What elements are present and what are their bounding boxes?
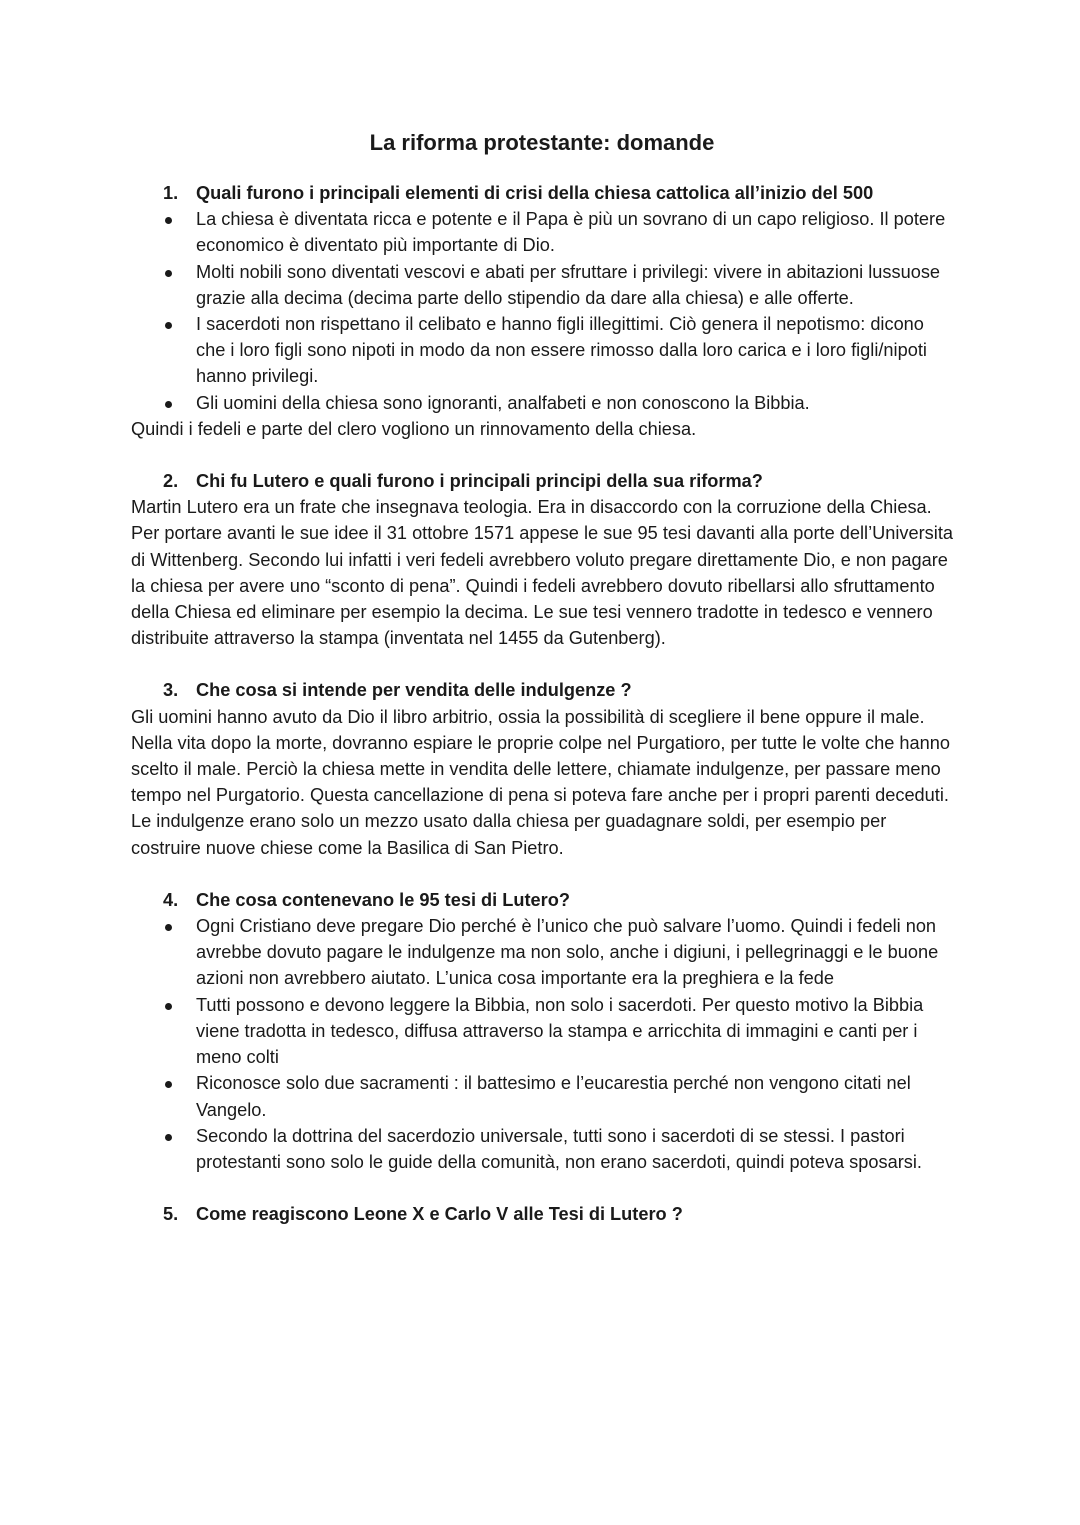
- paragraph: Martin Lutero era un frate che insegnava teologia. Era in disaccordo con la corruzione della Chiesa. Per portare avanti le sue idee il 31 ottobre 1571 appese le sue 95 tesi davanti alla porte dell’Universita di Wittenberg. Secondo lui infatti i veri fedeli avrebbero voluto pregare direttamente Dio, e non pagare la chiesa per avere uno “sconto di pena”. Quindi i fedeli avrebbero dovuto ribellarsi allo sfruttamento della Chiesa ed eliminare per esempio la decima. Le sue tesi vennero tradotte in tedesco e vennero distribuite attraverso la stampa (inventata nel 1455 da Gutenberg).: [131, 497, 953, 649]
- question-number: 2.: [163, 471, 179, 492]
- document-page: [131, 126, 953, 1227]
- question-2: [131, 468, 953, 494]
- spacer: [131, 651, 953, 677]
- question-text: Quali furono i principali elementi di crisi della chiesa cattolica all’inizio del 500: [196, 183, 874, 203]
- question-1: [131, 180, 953, 206]
- spacer: [131, 442, 953, 468]
- bullet-icon: [165, 270, 172, 277]
- list-item: Tutti possono e devono leggere la Bibbia, non solo i sacerdoti. Per questo motivo la Bibbia viene tradotta in tedesco, diffusa attraverso la stampa e arricchita di immagini e canti per i meno colti: [131, 992, 953, 1071]
- bullet-icon: [165, 322, 172, 329]
- page-title: La riforma protestante: domande: [369, 130, 715, 155]
- question-number: 4.: [163, 889, 179, 910]
- bullet-icon: [165, 401, 172, 408]
- question-text: Che cosa contenevano le 95 tesi di Lutero?: [196, 889, 570, 910]
- spacer: [131, 861, 953, 887]
- bullet-icon: [165, 1081, 172, 1088]
- question-text: Chi fu Lutero e quali furono i principali principi della sua riforma?: [196, 471, 763, 492]
- section-4: [131, 887, 953, 1175]
- question-3: [131, 677, 953, 703]
- list-item: La chiesa è diventata ricca e potente e il Papa è più un sovrano di un capo religioso. Il potere economico è diventato più importante di Dio.: [131, 206, 953, 258]
- question-number: 1.: [163, 183, 179, 203]
- question-5: [131, 1201, 953, 1227]
- section-5: [131, 1201, 953, 1227]
- paragraph: Quindi i fedeli e parte del clero vogliono un rinnovamento della chiesa.: [131, 418, 697, 439]
- list-item: I sacerdoti non rispettano il celibato e hanno figli illegittimi. Ciò genera il nepotismo: dicono che i loro figli sono nipoti in modo da non essere rimosso dalla loro carica e i loro figli/nipoti hanno privilegi.: [131, 311, 953, 390]
- list-item: Secondo la dottrina del sacerdozio universale, tutti sono i sacerdoti di se stessi. I pastori protestanti sono solo le guide della comunità, non erano sacerdoti, quindi poteva sposarsi.: [131, 1123, 953, 1175]
- bullet-icon: [165, 1003, 172, 1010]
- bullet-list: [131, 913, 953, 1175]
- list-item: Riconosce solo due sacramenti : il battesimo e l’eucarestia perché non vengono citati nel Vangelo.: [131, 1070, 953, 1122]
- question-number: 3.: [163, 680, 179, 701]
- paragraph: Gli uomini hanno avuto da Dio il libro arbitrio, ossia la possibilità di scegliere il bene oppure il male. Nella vita dopo la morte, dovranno espiare le proprie colpe nel Purgatioro, per tutte le volte che hanno scelto il male. Perciò la chiesa mette in vendita delle lettere, chiamate indulgenze, per passare meno tempo nel Purgatorio. Questa cancellazione di pena si poteva fare anche per i propri parenti deceduti. Le indulgenze erano solo un mezzo usato dalla chiesa per guadagnare soldi, per esempio per costruire nuove chiese come la Basilica di San Pietro.: [131, 706, 950, 858]
- question-4: [131, 887, 953, 913]
- question-text: Come reagiscono Leone X e Carlo V alle Tesi di Lutero ?: [196, 1204, 683, 1225]
- bullet-icon: [165, 217, 172, 224]
- list-item: Molti nobili sono diventati vescovi e abati per sfruttare i privilegi: vivere in abitazioni lussuose grazie alla decima (decima parte dello stipendio da dare alla chiesa) e alle offerte.: [131, 259, 953, 311]
- section-1: [131, 180, 953, 442]
- bullet-icon: [165, 924, 172, 931]
- list-item: Gli uomini della chiesa sono ignoranti, analfabeti e non conoscono la Bibbia.: [131, 390, 953, 416]
- bullet-list: [131, 206, 953, 416]
- question-number: 5.: [163, 1204, 179, 1225]
- list-item: Ogni Cristiano deve pregare Dio perché è l’unico che può salvare l’uomo. Quindi i fedeli non avrebbe dovuto pagare le indulgenze ma non solo, anche i digiuni, i pellegrinaggi e le buone azioni non avrebbero aiutato. L’unica cosa importante era la preghiera e la fede: [131, 913, 953, 992]
- spacer: [131, 1175, 953, 1201]
- section-3: [131, 677, 953, 860]
- section-2: [131, 468, 953, 651]
- question-text: Che cosa si intende per vendita delle indulgenze ?: [196, 680, 632, 701]
- bullet-icon: [165, 1134, 172, 1141]
